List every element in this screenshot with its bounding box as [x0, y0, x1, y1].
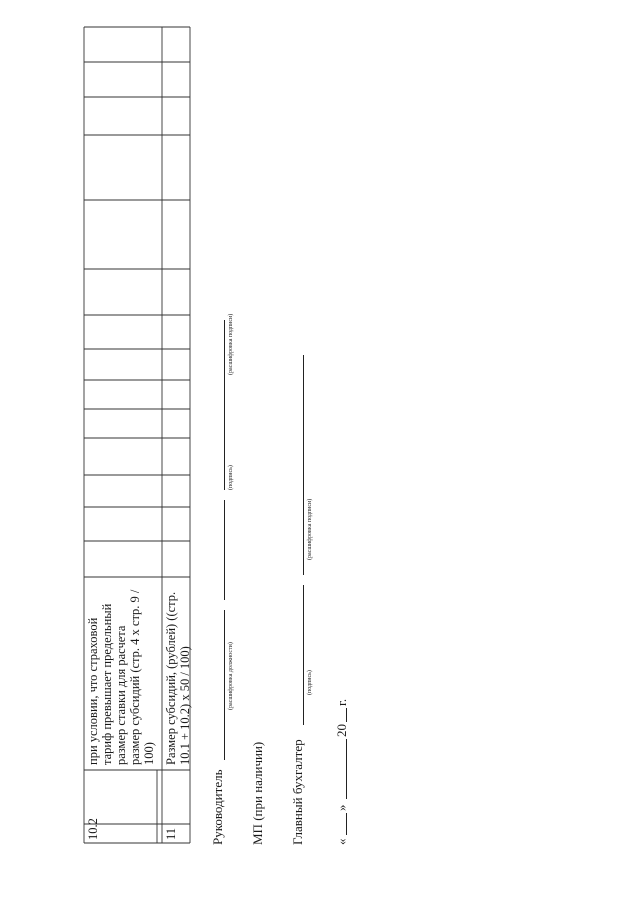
- head-position-caption: (расшифровка должности): [228, 642, 234, 710]
- head-signature-caption: (подпись): [228, 465, 234, 490]
- date-year-prefix: 20: [334, 724, 349, 737]
- accountant-signature-caption: (подпись): [307, 670, 313, 695]
- head-name-caption: (расшифровка подписи): [228, 313, 234, 375]
- row-10-2-label-line: 100): [142, 742, 156, 765]
- head-signature-line: [224, 500, 225, 600]
- row-11-label-line: 10.1 + 10.2) x 50 / 100): [178, 646, 192, 765]
- row-11-number: 11: [164, 827, 178, 840]
- date-year-suffix: г.: [334, 698, 349, 706]
- date-year-line: [346, 708, 347, 722]
- row-10-2-number: 10.2: [86, 818, 100, 840]
- accountant-name-caption: (расшифровка подписи): [307, 498, 313, 560]
- row-10-2-label-line: размер ставки для расчета: [114, 625, 128, 765]
- stamp-label: МП (при наличии): [250, 741, 265, 845]
- head-name-line: [224, 320, 225, 490]
- head-label: Руководитель: [210, 769, 225, 845]
- accountant-name-line: [303, 355, 304, 575]
- date-day-line: [346, 813, 347, 835]
- row-10-2-label-line: при условии, что страховой: [86, 617, 100, 765]
- head-position-line: [224, 610, 225, 760]
- date-month-line: [346, 739, 347, 799]
- date-open-quote: «: [334, 838, 349, 845]
- accountant-signature-line: [303, 585, 304, 725]
- date-close-quote: »: [334, 804, 349, 811]
- accountant-label: Главный бухгалтер: [290, 739, 305, 845]
- row-10-2-label-line: тариф превышает предельный: [100, 603, 114, 765]
- row-11-label-line: Размер субсидий, (рублей) ((стр.: [164, 591, 178, 765]
- row-10-2-label-line: размер субсидий (стр. 4 x стр. 9 /: [128, 589, 142, 765]
